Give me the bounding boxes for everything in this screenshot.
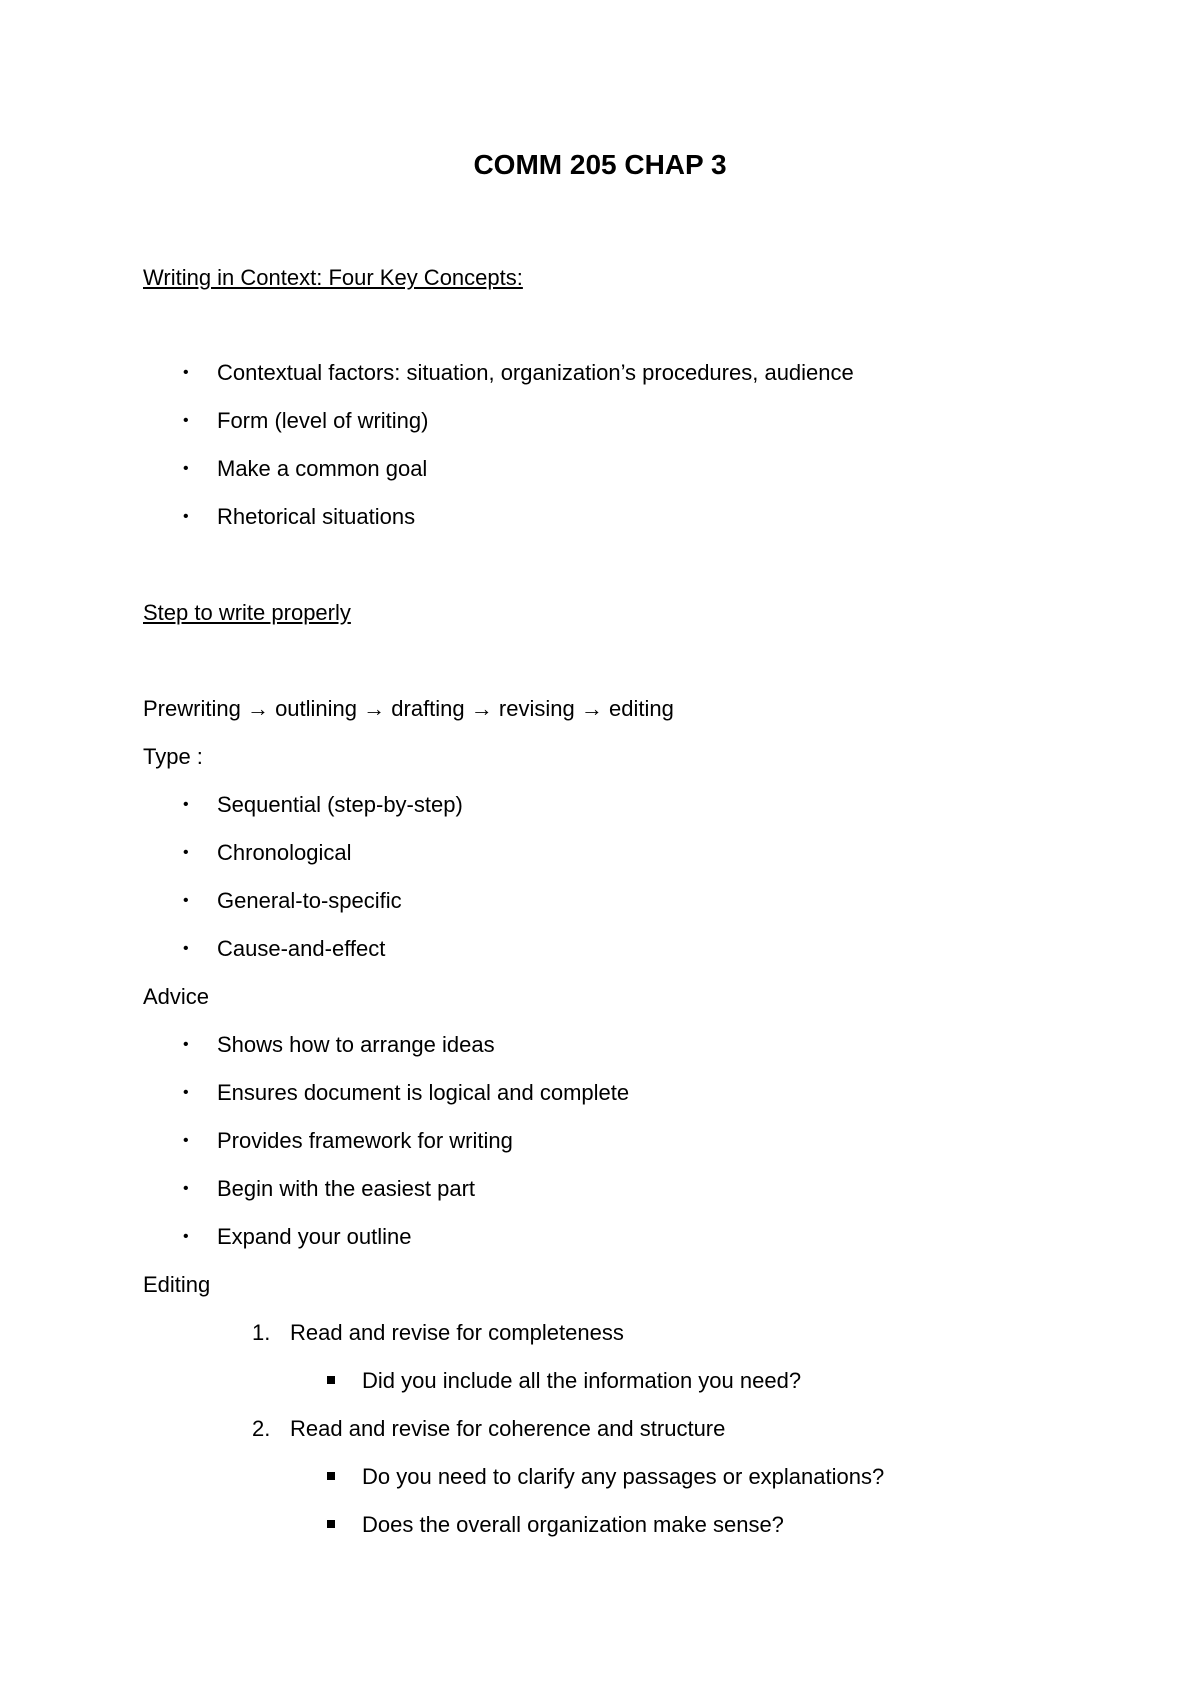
step-number: 1. bbox=[252, 1320, 271, 1345]
process-line bbox=[143, 695, 674, 723]
square-bullet-icon bbox=[327, 1472, 335, 1480]
process-step: revising bbox=[498, 696, 575, 721]
list-item: Rhetorical situations bbox=[217, 504, 416, 529]
section-heading-context: Writing in Context: Four Key Concepts: bbox=[143, 265, 523, 290]
editing-question: Do you need to clarify any passages or explanations? bbox=[362, 1464, 885, 1489]
bullet-icon: • bbox=[183, 1132, 189, 1149]
bullet-icon: • bbox=[183, 1228, 189, 1245]
bullet-icon: • bbox=[183, 796, 189, 813]
advice-label: Advice bbox=[143, 984, 210, 1009]
arrow-right-icon: → bbox=[470, 696, 493, 721]
list-item: Form (level of writing) bbox=[217, 408, 429, 433]
bullet-icon: • bbox=[183, 508, 189, 525]
list-item: Chronological bbox=[217, 840, 352, 865]
editing-step: Read and revise for completeness bbox=[290, 1320, 624, 1345]
list-item: Make a common goal bbox=[217, 456, 428, 481]
process-step: drafting bbox=[391, 696, 465, 721]
list-item: Begin with the easiest part bbox=[217, 1176, 476, 1201]
list-item: Cause-and-effect bbox=[217, 936, 386, 961]
bullet-icon: • bbox=[183, 412, 189, 429]
list-item: Shows how to arrange ideas bbox=[217, 1032, 495, 1057]
list-item: Contextual factors: situation, organization’s procedures, audience bbox=[217, 360, 854, 385]
list-item: Expand your outline bbox=[217, 1224, 412, 1249]
bullet-icon: • bbox=[183, 1084, 189, 1101]
arrow-right-icon: → bbox=[580, 696, 603, 721]
arrow-right-icon: → bbox=[363, 696, 386, 721]
step-number: 2. bbox=[252, 1416, 271, 1441]
type-label: Type : bbox=[143, 744, 203, 769]
bullet-icon: • bbox=[183, 892, 189, 909]
list-item: General-to-specific bbox=[217, 888, 402, 913]
process-step: editing bbox=[608, 696, 674, 721]
square-bullet-icon bbox=[327, 1376, 335, 1384]
arrow-right-icon: → bbox=[246, 696, 269, 721]
process-step: outlining bbox=[275, 696, 358, 721]
process-step: Prewriting bbox=[143, 696, 241, 721]
bullet-icon: • bbox=[183, 940, 189, 957]
list-item: Provides framework for writing bbox=[217, 1128, 513, 1153]
bullet-icon: • bbox=[183, 844, 189, 861]
document-title: COMM 205 CHAP 3 bbox=[473, 149, 727, 180]
bullet-icon: • bbox=[183, 1180, 189, 1197]
editing-step: Read and revise for coherence and structure bbox=[290, 1416, 726, 1441]
bullet-icon: • bbox=[183, 1036, 189, 1053]
bullet-icon: • bbox=[183, 460, 189, 477]
editing-question: Did you include all the information you need? bbox=[362, 1368, 802, 1393]
bullet-icon: • bbox=[183, 364, 189, 381]
editing-question: Does the overall organization make sense? bbox=[362, 1512, 784, 1537]
editing-label: Editing bbox=[143, 1272, 211, 1297]
section-heading-steps: Step to write properly bbox=[143, 600, 351, 625]
square-bullet-icon bbox=[327, 1520, 335, 1528]
list-item: Sequential (step-by-step) bbox=[217, 792, 463, 817]
list-item: Ensures document is logical and complete bbox=[217, 1080, 630, 1105]
